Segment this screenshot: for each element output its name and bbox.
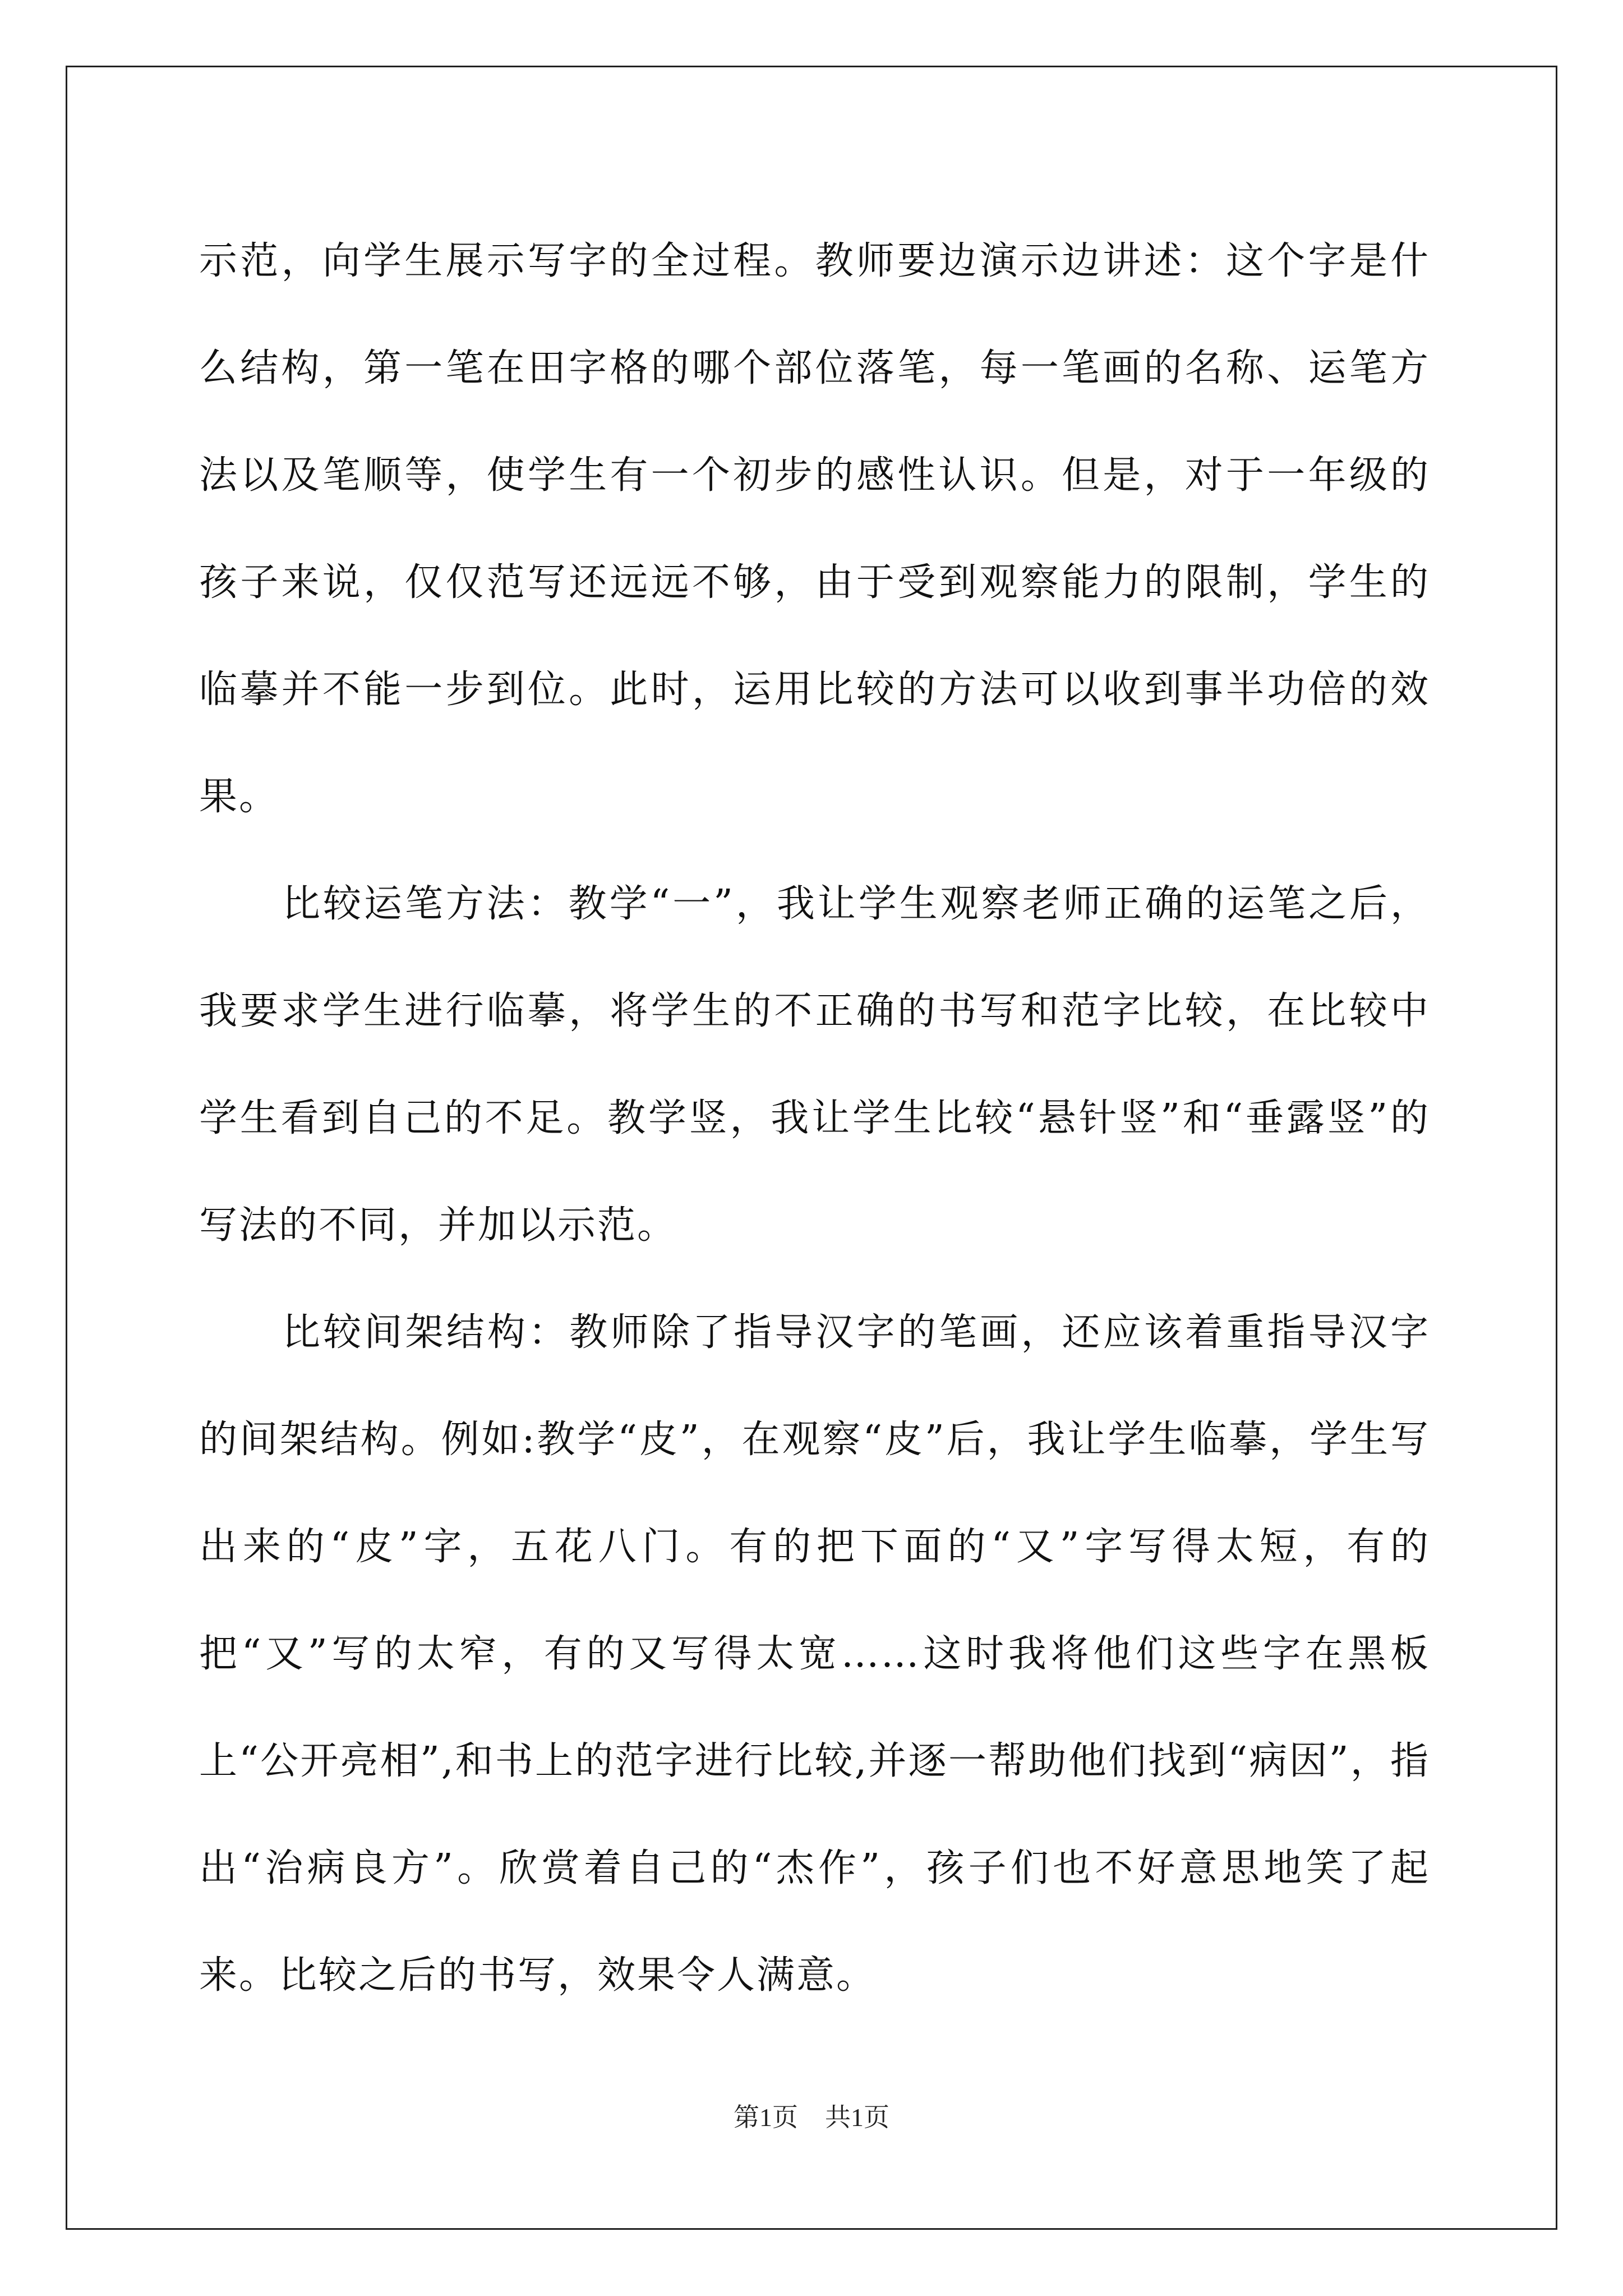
page-number: 第1页 <box>734 2103 798 2132</box>
paragraph-2: 比较运笔方法：教学“一”，我让学生观察老师正确的运笔之后，我要求学生进行临摹，将学生的不正确的书写和范字比较，在比较中学生看到自己的不足。教学竖，我让学生比较“悬针竖”和“垂露竖”的写法的不同，并加以示范。 <box>199 882 1430 1248</box>
page-footer <box>0 2101 1623 2134</box>
paragraph-1: 示范，向学生展示写字的全过程。教师要边演示边讲述：这个字是什么结构，第一笔在田字格的哪个部位落笔，每一笔画的名称、运笔方法以及笔顺等，使学生有一个初步的感性认识。但是，对于一年级的孩子来说，仅仅范写还远远不够，由于受到观察能力的限制，学生的临摹并不能一步到位。此时，运用比较的方法可以收到事半功倍的效果。 <box>199 239 1430 819</box>
paragraph-3: 比较间架结构：教师除了指导汉字的笔画，还应该着重指导汉字的间架结构。例如:教学“皮”，在观察“皮”后，我让学生临摹，学生写出来的“皮”字，五花八门。有的把下面的“又”字写得太短，有的把“又”写的太窄，有的又写得太宽……这时我将他们这些字在黑板上“公开亮相”,和书上的范字进行比较,并逐一帮助他们找到“病因”，指出“治病良方”。欣赏着自己的“杰作”，孩子们也不好意思地笑了起来。比较之后的书写，效果令人满意。 <box>199 1310 1430 1998</box>
page-total: 共1页 <box>825 2103 889 2132</box>
document-body <box>199 208 1430 2029</box>
